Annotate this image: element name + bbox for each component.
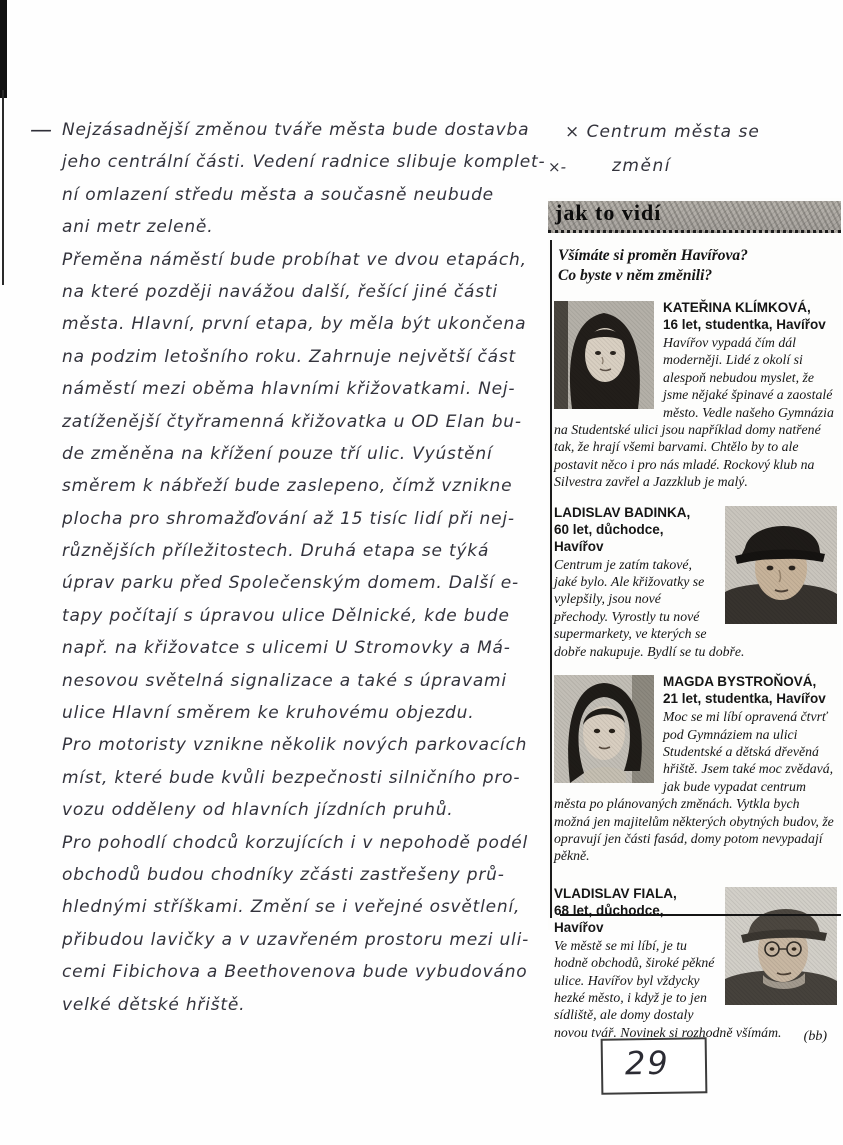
interviewee-subtitle: 21 let, studentka, Havířov: [663, 691, 826, 707]
handwritten-line: cemi Fibichova a Beethovenova bude vybudováno: [62, 962, 528, 983]
scan-edge-artifact: [0, 0, 7, 98]
handwritten-line: plocha pro shromažďování až 15 tisíc lidí při nej-: [62, 508, 515, 529]
handwritten-line: zatíženější čtyřramenná křižovatka u OD Elan bu-: [62, 411, 522, 432]
interview-entry-fiala: [554, 885, 837, 1045]
handwritten-line: nesovou světelná signalizace a také s úpravami: [62, 670, 507, 691]
handwritten-line: přibudou lavičky a v uzavřeném prostoru mezi uli-: [62, 929, 530, 950]
handwritten-line: směrem k nábřeží bude zaslepeno, čímž vznikne: [62, 476, 513, 497]
handwritten-line: Pro pohodlí chodců korzujících i v nepohodě podél: [62, 832, 529, 853]
handwritten-line: Přeměna náměstí bude probíhat ve dvou etapách,: [62, 249, 527, 270]
intro-line-2: Co byste v něm změnili?: [558, 267, 713, 284]
interviewee-name: MAGDA BYSTROŇOVÁ,: [663, 674, 817, 690]
clipping-intro-question: [558, 246, 835, 286]
handwritten-line: ní omlazení středu města a současně neubude: [62, 184, 494, 205]
handwritten-line: jeho centrální části. Vedení radnice slibuje komplet-: [62, 152, 546, 173]
handwritten-line: míst, které bude kvůli bezpečnosti silničního pro-: [62, 767, 521, 788]
handwritten-line: Nejzásadnější změnou tváře města bude dostavba: [62, 120, 530, 140]
intro-line-1: Všímáte si proměn Havířova?: [558, 247, 748, 264]
handwritten-line: obchodů budou chodníky zčásti zastřešeny prů-: [62, 864, 505, 885]
scan-edge-artifact-thin: [2, 90, 4, 285]
interviewee-name: KATEŘINA KLÍMKOVÁ,: [663, 300, 811, 315]
handwritten-line: ulice Hlavní směrem ke kruhovému objezdu.: [62, 703, 475, 724]
interviewee-subtitle: 16 let, studentka, Havířov: [663, 317, 826, 332]
handwritten-line: velké dětské hřiště.: [62, 994, 246, 1015]
clipping-header-band: [548, 201, 841, 233]
portrait-young-woman-short-dark-hair-photo: [554, 675, 654, 783]
handwritten-line: Pro motoristy vznikne několik nových parkovacích: [62, 735, 528, 756]
handwritten-line: ani metr zeleně.: [62, 217, 214, 238]
handwritten-note-marker: ×-: [548, 158, 566, 176]
handwritten-line: hlednými stříškami. Změní se i veřejné osvětlení,: [62, 897, 521, 918]
newspaper-clipping: [548, 198, 841, 1045]
interview-entry-bystronova: [554, 673, 837, 865]
interview-text: Moc se mi líbí opravená čtvrť pod Gymnáziem na ulici Studentské a dětská dřevěná hřiště. Jsem také moc zvědavá, jak bude vypadat centrum města po plánovaných změnách. Vytkla bych možná jen majitelům některých obytných budov, že opravují jen části fasád, domy potom nevypadají pěkně.: [554, 709, 834, 864]
interview-text: Centrum je zatím takové, jaké bylo. Ale křižovatky se vylepšily, jsou nové přechody. Vyrostly tu nové supermarkety, ve kterých se dobře nakupuje. Bydlí se tu dobře.: [554, 556, 745, 659]
handwritten-line: města. Hlavní, první etapa, by měla být ukončena: [62, 314, 527, 335]
handwritten-line: různějších příležitostech. Druhá etapa se týká: [62, 541, 490, 562]
handwritten-note-line1: × Centrum města se: [565, 122, 760, 142]
interview-entry-klimkova: [554, 299, 837, 491]
interview-entry-badinka: [554, 504, 837, 660]
handwritten-line: tapy počítají s úpravou ulice Dělnické, kde bude: [62, 605, 510, 626]
portrait-older-man-cap-glasses-photo: [725, 887, 837, 1005]
interviewee-name: VLADISLAV FIALA,: [554, 885, 677, 901]
handwritten-note-line2: změní: [612, 156, 671, 176]
handwritten-line: náměstí mezi oběma hlavními křižovatkami. Nej-: [62, 379, 516, 400]
author-credit: (bb): [803, 1029, 827, 1045]
interviewee-name: LADISLAV BADINKA,: [554, 504, 691, 520]
handwritten-line: vozu odděleny od hlavních jízdních pruhů.: [62, 800, 454, 821]
handwritten-line: de změněna na křížení pouze tří ulic. Vyústění: [62, 443, 493, 464]
interviewee-subtitle: 60 let, důchodce, Havířov: [554, 521, 664, 554]
handwritten-line: na které později navážou další, řešící jiné části: [62, 281, 498, 302]
handwritten-text-block: [62, 114, 567, 1021]
clipping-header-title: jak to vidí: [555, 200, 662, 225]
interview-text: Ve městě se mi líbí, je tu hodně obchodů, široké pěkné ulice. Havířov byl vždycky hezké město, i když je to jen sídliště, ale domy dostaly novou tvář. Novinek si rozhodně všímám.: [554, 937, 782, 1040]
handwritten-line: na podzim letošního roku. Zahrnuje největší část: [62, 346, 516, 367]
margin-dash: —: [30, 118, 52, 143]
page-number-box: [601, 1037, 708, 1094]
interviewee-subtitle: 68 let, důchodce, Havířov: [554, 902, 664, 935]
interview-text: Havířov vypadá čím dál moderněji. Lidé z okolí si alespoň nebudou myslet, že jsme nějaké špinavé a zaostalé město. Vedle našeho Gymnázia na Studentské ulici jsou například domy natřené tak, že hrají všemi barvami. Chtělo by to ale postavit něco i pro nás mladé. Rockový klub na Silvestra zavřel a Jazzklub je malý.: [554, 335, 834, 490]
portrait-older-man-dark-cap-photo: [725, 506, 837, 624]
handwritten-line: úprav parku před Společenským domem. Další e-: [62, 573, 519, 594]
page-number: 29: [624, 1043, 670, 1083]
handwritten-line: např. na křižovatce s ulicemi U Stromovky a Má-: [62, 638, 511, 659]
portrait-young-woman-long-dark-hair-photo: [554, 301, 654, 409]
